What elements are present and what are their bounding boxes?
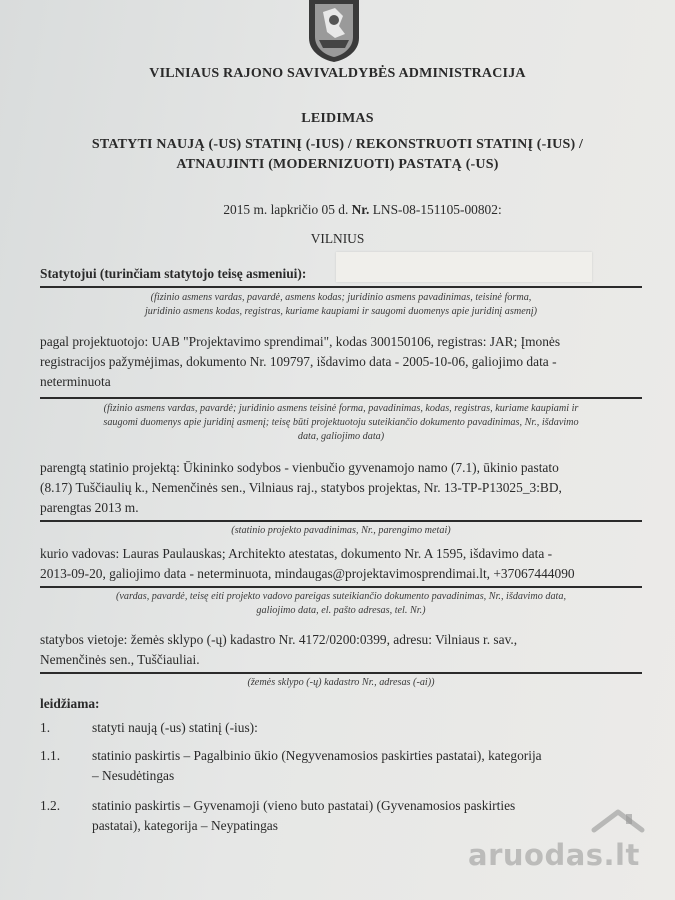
text-line: parengtą statinio projektą: Ūkininko sodybos - vienbučio gyvenamojo namo (7.1), ūkinio pastato <box>40 460 559 475</box>
item-1-text: statyti naują (-us) statinį (-ius): <box>92 720 258 735</box>
document-type: LEIDIMAS <box>301 111 374 126</box>
location-note: (žemės sklypo (-ų) kadastro Nr., adresas (-ai)) <box>247 677 435 688</box>
number-label: Nr. <box>351 202 370 217</box>
divider <box>40 672 642 674</box>
item-1-2-number: 1.2. <box>40 798 61 813</box>
note-line: saugomi duomenys apie juridinį asmenį; teisę būti projektuotoju suteikiančio dokumento pavadinimas, Nr., išdavimo <box>103 417 579 428</box>
text-line: 2013-09-20, galiojimo data - neterminuota, mindaugas@projektavimosprendimai.lt, +37067444090 <box>40 566 575 581</box>
project-note: (statinio projekto pavadinimas, Nr., parengimo metai) <box>231 525 451 536</box>
project-manager-text <box>40 544 660 584</box>
document-date-number <box>0 200 675 220</box>
item-1-1-text <box>92 746 652 786</box>
text-line: pastatai), kategorija – Neypatingas <box>92 818 278 833</box>
administration-name: VILNIAUS RAJONO SAVIVALDYBĖS ADMINISTRACIJA <box>149 66 526 81</box>
text-line: (8.17) Tuščiaulių k., Nemenčinės sen., Vilniaus raj., statybos projektas, Nr. 13-TP-P13025_3:BD, <box>40 480 562 495</box>
location-text <box>40 630 660 670</box>
item-1-1-number: 1.1. <box>40 748 61 763</box>
divider <box>40 586 642 588</box>
text-line: neterminuota <box>40 374 111 389</box>
builder-label: Statytojui (turinčiam statytojo teisę asmeniui): <box>40 266 307 281</box>
text-line: Nemenčinės sen., Tuščiauliai. <box>40 652 200 667</box>
redacted-area <box>336 252 592 282</box>
document-title-line1: STATYTI NAUJĄ (-US) STATINĮ (-IUS) / REKONSTRUOTI STATINĮ (-IUS) / <box>91 137 584 152</box>
note-line: (vardas, pavardė, teisę eiti projekto vadovo pareigas suteikiančio dokumento pavadinimas, Nr., išdavimo data, <box>115 591 567 602</box>
allowed-label: leidžiama: <box>40 696 100 711</box>
note-line: (fizinio asmens vardas, pavardė, asmens kodas; juridinio asmens pavadinimas, teisinė forma, <box>150 292 532 303</box>
designer-text <box>40 332 660 392</box>
text-line: statybos vietoje: žemės sklypo (-ų) kadastro Nr. 4172/0200:0399, adresu: Vilniaus r. sav., <box>40 632 518 647</box>
project-manager-note <box>40 590 642 618</box>
document-title-line2: ATNAUJINTI (MODERNIZUOTI) PASTATĄ (-US) <box>176 157 499 172</box>
watermark-text: aruodas.lt <box>468 838 640 872</box>
item-1-number: 1. <box>40 720 51 735</box>
divider <box>40 397 642 399</box>
text-line: statinio paskirtis – Pagalbinio ūkio (Negyvenamosios paskirties pastatai), kategorija <box>92 748 542 763</box>
note-line: data, galiojimo data) <box>297 431 385 442</box>
text-line: – Nesudėtingas <box>92 768 175 783</box>
note-line: galiojimo data, el. pašto adresas, tel. Nr.) <box>256 605 426 616</box>
document-number: LNS-08-151105-00802: <box>369 202 502 217</box>
item-1-2-text <box>92 796 652 836</box>
issue-date: 2015 m. lapkričio 05 d. <box>223 202 352 217</box>
divider <box>40 520 642 522</box>
designer-note <box>40 402 642 444</box>
text-line: statinio paskirtis – Gyvenamoji (vieno buto pastatai) (Gyvenamosios paskirties <box>92 798 516 813</box>
project-text <box>40 458 660 518</box>
text-line: parengtas 2013 m. <box>40 500 139 515</box>
builder-note <box>40 291 642 319</box>
text-line: registracijos pažymėjimas, dokumento Nr. 109797, išdavimo data - 2005-10-06, galiojimo data - <box>40 354 557 369</box>
note-line: juridinio asmens kodas, registras, kuriame kaupiami ir saugomi duomenys apie juridinį asmenį) <box>144 306 538 317</box>
coat-of-arms-icon <box>305 0 363 62</box>
city: VILNIUS <box>310 231 365 246</box>
note-line: (fizinio asmens vardas, pavardė; juridinio asmens teisinė forma, pavadinimas, kodas, registras, kuriame kaupiami ir <box>103 403 579 414</box>
text-line: kurio vadovas: Lauras Paulauskas; Architekto atestatas, dokumento Nr. A 1595, išdavimo data - <box>40 546 553 561</box>
text-line: pagal projektuotojo: UAB "Projektavimo sprendimai", kodas 300150106, registras: JAR; Įmonės <box>40 334 561 349</box>
divider <box>40 286 642 288</box>
